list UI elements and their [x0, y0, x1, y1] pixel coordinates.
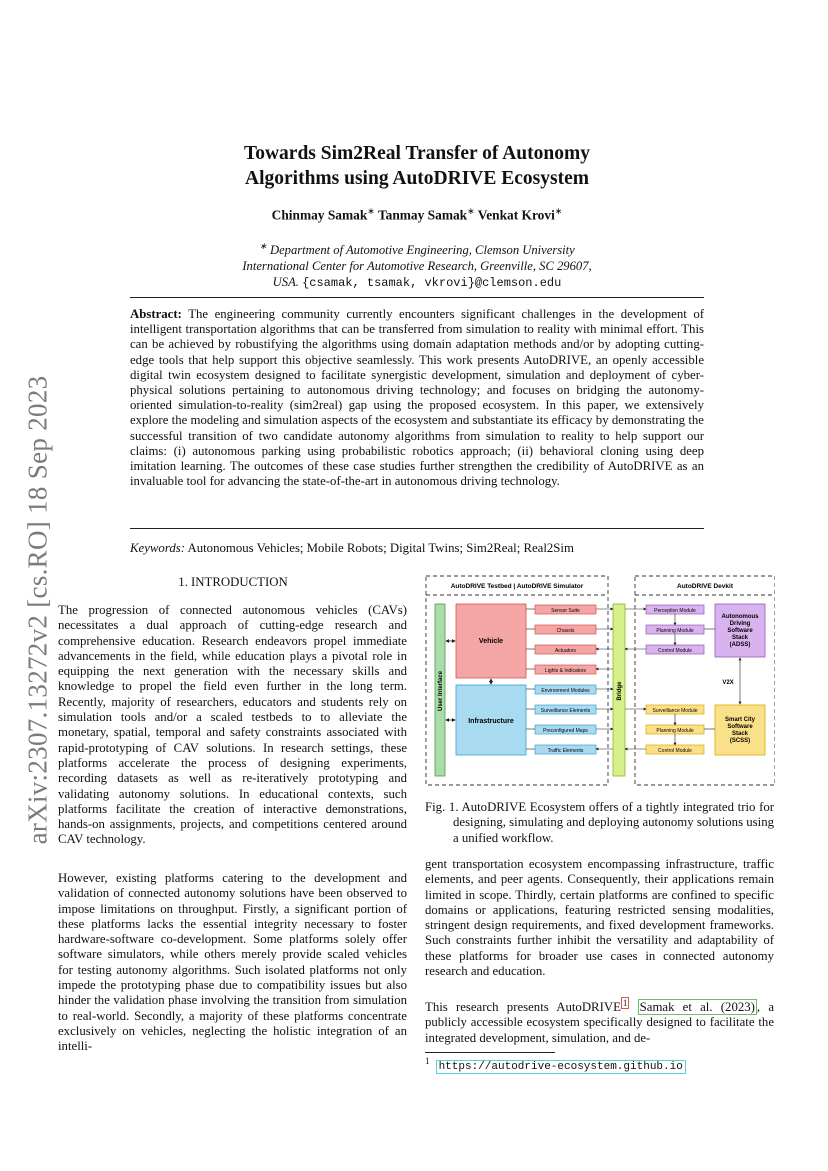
svg-text:Actuators: Actuators [554, 648, 577, 654]
affiliation: ∗ Department of Automotive Engineering, Clemson University International Center for Automotive Research, Greenville, SC 29607, USA. {csamak, tsamak, vkrovi}@clemson.edu [242, 241, 592, 291]
user-interface-label: User Interface [438, 670, 444, 712]
abstract-top-rule [130, 297, 704, 298]
svg-text:Planning Module: Planning Module [656, 728, 694, 734]
group-label-right: AutoDRIVE Devkit [677, 583, 733, 590]
bridge-label: Bridge [617, 681, 623, 701]
svg-text:Surveillance Module: Surveillance Module [652, 708, 698, 714]
svg-text:Software: Software [727, 628, 753, 634]
v2x-label: V2X [722, 680, 734, 686]
scss-block [715, 705, 765, 755]
author-list: Chinmay Samak∗ Tanmay Samak∗ Venkat Krovi∗ [271, 206, 563, 223]
paragraph: The progression of connected autonomous vehicles (CAVs) necessitates a dual approach of cutting-edge research and comprehensive education. Research endeavors propel immediate advancements in the field, while education plays a pivotal role in equipping the next generation with the necessary skills and knowledge to propel the field even further in the long term. Recently, majority of researchers, educators and students rely on simulation tools and/or a scaled testbeds to to alleviate the monetary, spatial, temporal and safety constraints associated with rapid-prototyping of CAV solutions. In research settings, these platforms accelerate the process of designing experiments, recording datasets as well as re-iteratively prototyping and validating autonomy solutions. In educational contexts, such platforms facilitate the creation of interactive demonstrations, hands-on assignments, projects, and competitions centered around CAV technology. [58, 603, 407, 847]
svg-text:Chassis: Chassis [556, 628, 575, 634]
svg-text:(SCSS): (SCSS) [729, 738, 751, 744]
paper-title: Towards Sim2Real Transfer of Autonomy Algorithms using AutoDRIVE Ecosystem [244, 143, 590, 189]
svg-text:Driving: Driving [729, 621, 751, 627]
svg-text:Lights & Indicators: Lights & Indicators [544, 668, 587, 674]
svg-text:Surveillance Elements: Surveillance Elements [540, 708, 591, 714]
infrastructure-modules [535, 685, 596, 754]
footnote: $^1$ https://autodrive-ecosystem.github.io [425, 1056, 686, 1073]
svg-text:Sensor Suite: Sensor Suite [551, 608, 580, 614]
footnote-rule [425, 1052, 555, 1053]
svg-text:Perception Module: Perception Module [654, 608, 696, 614]
svg-text:Software: Software [727, 724, 753, 730]
infrastructure-label: Infrastructure [468, 718, 514, 725]
svg-text:Control Module: Control Module [658, 648, 692, 654]
paragraph: However, existing platforms catering to the development and validation of connected autonomy solutions have been observed to impose limitations on throughput. Firstly, a significant portion of these platforms lacks the essential integrity necessary to foster hardware-software co-development. Some platforms solely offer software simulators, while others merely provide scaled vehicles for testing autonomy algorithms. Such isolated platforms not only impede the prototyping phase due to compatibility issues but also hinder the validation phase involving the transition from simulation to real-world. Secondly, a majority of these platforms concentrate exclusively on vehicles, neglecting the holistic integration of an intelli- [58, 871, 407, 1054]
vehicle-modules [535, 605, 596, 674]
figure-caption: Fig. 1. AutoDRIVE Ecosystem offers of a tightly integrated trio for designing, simulating and deploying autonomy solutions using a unified workflow. [425, 800, 774, 845]
keywords: Keywords: Autonomous Vehicles; Mobile Robots; Digital Twins; Sim2Real; Real2Sim [130, 541, 574, 555]
section-heading: 1. INTRODUCTION [178, 575, 288, 589]
group-label-left: AutoDRIVE Testbed | AutoDRIVE Simulator [450, 583, 584, 590]
figure-ecosystem-diagram [425, 573, 775, 791]
scss-modules [646, 705, 704, 754]
svg-text:Autonomous: Autonomous [721, 614, 759, 620]
svg-text:(ADSS): (ADSS) [729, 642, 751, 648]
adss-modules [646, 605, 704, 654]
footnote-ref[interactable]: 1 [622, 997, 628, 1008]
citation-link[interactable]: Samak et al. (2023) [639, 1000, 755, 1014]
svg-text:Stack: Stack [731, 731, 749, 737]
abstract-bottom-rule [130, 528, 704, 529]
svg-text:Smart City: Smart City [724, 717, 756, 723]
svg-text:Environment Modules: Environment Modules [541, 688, 590, 694]
svg-text:Traffic Elements: Traffic Elements [547, 748, 584, 754]
abstract: Abstract: The engineering community currently encounters significant challenges in the development of intelligent transportation algorithms that can be transferred from simulation to reality with minimal effort. This can be achieved by robustifying the algorithms using domain adaptation methods and/or by adopting cutting-edge tools that help support this objective seamlessly. This work presents AutoDRIVE, an openly accessible digital twin ecosystem designed to facilitate synergistic development, simulation and deployment of cyber-physical solutions pertaining to autonomous driving technology; and focuses on bridging the autonomy-oriented simulation-to-reality (sim2real) gap using the proposed ecosystem. In this paper, we extensively explore the modeling and simulation aspects of the ecosystem and substantiate its efficacy by demonstrating the successful transition of two candidate autonomy algorithms from simulation to reality to help support our claims: (i) autonomous parking using probabilistic robotics approach; (ii) behavioral cloning using deep imitation learning. The outcomes of these case studies further strengthen the credibility of AutoDRIVE as an invaluable tool for advancing the state-of-the-art in autonomous driving technology. [130, 307, 704, 489]
svg-text:Control Module: Control Module [658, 748, 692, 754]
footnote-url-link[interactable]: https://autodrive-ecosystem.github.io [436, 1060, 686, 1074]
arxiv-identifier: arXiv:2307.13272v2 [cs.RO] 18 Sep 2023 [22, 375, 53, 845]
paragraph: gent transportation ecosystem encompassing infrastructure, traffic elements, and peer agents. Consequently, their applications remain limited in scope. Thirdly, certain platforms are confined to specific domains or applications, featuring restricted sensing modalities, stringent design requirements, and fixed development frameworks. Such constraints further inhibit the versatility and adaptability of these platforms for broader use cases in connected autonomy research and education. [425, 857, 774, 979]
svg-text:Planning Module: Planning Module [656, 628, 694, 634]
vehicle-label: Vehicle [478, 638, 504, 645]
svg-text:Stack: Stack [731, 635, 749, 641]
svg-text:Preconfigured Maps: Preconfigured Maps [543, 728, 588, 734]
author-emails: {csamak, tsamak, vkrovi}@clemson.edu [302, 276, 562, 291]
paragraph: This research presents AutoDRIVE $^1$ Samak et al. (2023) , a publicly accessible ecosystem specifically designed to facilitate the integrated development, simulation, and de- [425, 997, 774, 1045]
